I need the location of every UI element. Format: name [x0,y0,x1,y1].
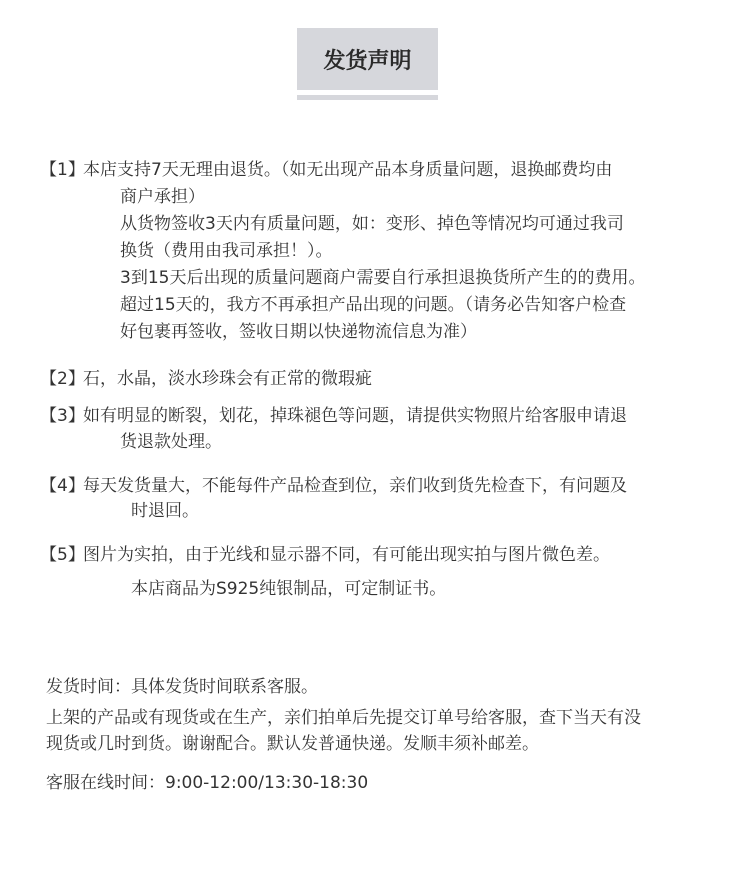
title-underline [297,95,438,100]
item-1-number: 【1】 [40,160,85,180]
title-block [297,28,438,100]
item-4-number: 【4】 [40,476,85,496]
item-1-line-3: 从货物签收3天内有质量问题，如：变形、掉色等情况均可通过我司 [120,214,624,234]
item-3-line-1: 如有明显的断裂，划花，掉珠褪色等问题，请提供实物照片给客服申请退 [83,406,627,426]
item-2-line-1: 石，水晶，淡水珍珠会有正常的微瑕疵 [83,369,372,389]
item-4-line-1: 每天发货量大，不能每件产品检查到位，亲们收到货先检查下，有问题及 [83,476,627,496]
item-5-line-1: 图片为实拍，由于光线和显示器不同，有可能出现实拍与图片微色差。 [83,545,610,565]
shipping-time-text: 发货时间：具体发货时间联系客服。 [46,677,318,697]
item-1-line-6: 超过15天的，我方不再承担产品出现的问题。（请务必告知客户检查 [120,295,627,315]
item-1-line-5: 3到15天后出现的质量问题商户需要自行承担退换货所产生的的费用。 [120,268,646,288]
item-2-number: 【2】 [40,369,85,389]
item-1-line-1: 本店支持7天无理由退货。（如无出现产品本身质量问题，退换邮费均由 [83,160,613,180]
new-products-line-1: 上架的产品或有现货或在生产，亲们拍单后先提交订单号给客服，查下当天有没 [46,708,641,728]
item-3-line-2: 货退款处理。 [120,432,222,452]
page-title: 发货声明 [297,28,438,90]
item-5-line-2: 本店商品为S925纯银制品，可定制证书。 [131,579,447,599]
item-4-line-2: 时退回。 [131,501,199,521]
new-products-line-2: 现货或几时到货。谢谢配合。默认发普通快递。发顺丰须补邮差。 [46,734,539,754]
item-3-number: 【3】 [40,406,85,426]
service-hours-text: 客服在线时间：9:00-12:00/13:30-18:30 [46,773,369,793]
item-5-number: 【5】 [40,545,85,565]
item-1-line-7: 好包裹再签收，签收日期以快递物流信息为准） [120,322,477,342]
item-1-line-4: 换货（费用由我司承担！）。 [120,241,333,261]
item-1-line-2: 商户承担） [120,187,205,207]
